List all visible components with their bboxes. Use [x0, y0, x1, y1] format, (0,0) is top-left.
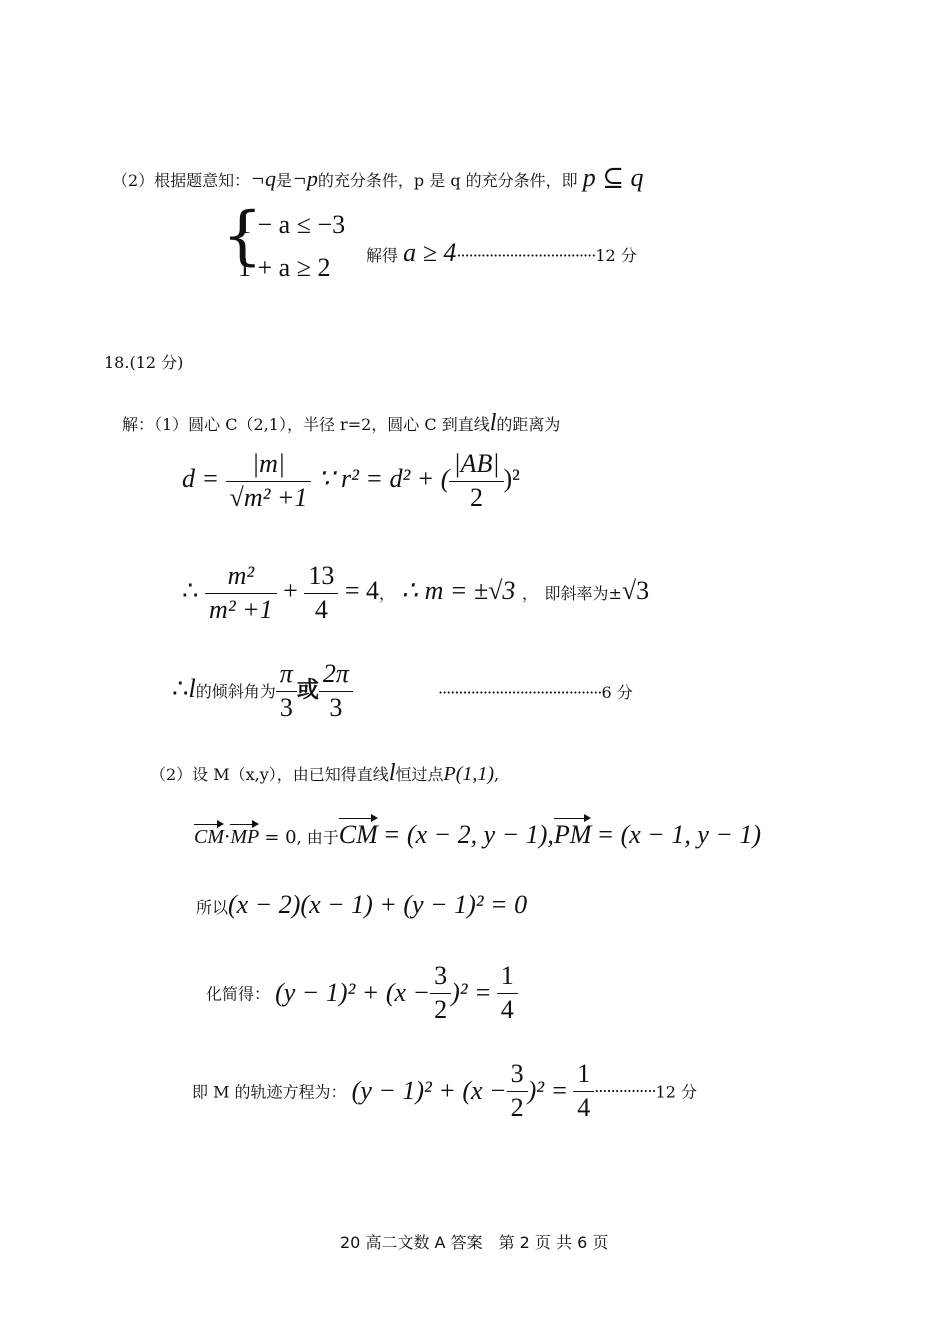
rhs-4: = 4 [344, 575, 380, 605]
dots-leader: ·································· [456, 246, 596, 265]
system-brace: { [222, 199, 263, 273]
traj-b: )² = [527, 1076, 569, 1105]
dots-12: ··············· [594, 1081, 656, 1101]
simplify-line [206, 960, 518, 1026]
eq-zero: = 0 [264, 827, 297, 848]
ab-den: 2 [469, 482, 483, 512]
square: )² [503, 463, 520, 493]
due-to: , 由于 [296, 828, 339, 847]
plus: + [283, 575, 298, 605]
vec-cm2: CM [338, 820, 378, 849]
angle2-den: 3 [329, 692, 343, 722]
simp-rnum: 1 [497, 960, 518, 994]
trajectory-line [192, 1058, 697, 1124]
vec-cm: CM [194, 826, 224, 848]
traj-rnum: 1 [573, 1058, 594, 1092]
traj-rden: 4 [577, 1092, 591, 1122]
line-l: l [489, 410, 497, 436]
because-expr: ∵ r² = d² + ( [317, 463, 450, 493]
ab-fraction [449, 448, 503, 514]
ab-num: |AB| [449, 448, 503, 482]
subset-expr: p ⊆ q [582, 163, 644, 192]
cm-value: = (x − 2, y − 1), [382, 820, 554, 849]
prev-mid: 的充分条件，p 是 q 的充分条件，即 [317, 171, 578, 190]
m-fraction [205, 560, 277, 626]
angle1-den: 3 [279, 692, 293, 722]
q18-heading: 18.(12 分) [104, 353, 184, 372]
not-q: ¬q [250, 166, 277, 191]
ineq-1: 1 − a ≤ −3 [238, 210, 346, 239]
dot-op: · [224, 824, 231, 848]
angle-l: l [188, 673, 196, 703]
den-4: 4 [314, 594, 328, 624]
d-num: |m| [226, 448, 312, 482]
traj-rfrac [573, 1058, 594, 1124]
m-num: m² [205, 560, 277, 594]
d-den: √m² +1 [229, 482, 308, 512]
vec-mp: MP [230, 826, 260, 848]
angle2-fraction [319, 658, 353, 724]
simp-b: )² = [451, 978, 492, 1007]
simp-rfrac [497, 960, 518, 1026]
angle-text: 的倾斜角为 [195, 681, 276, 701]
simplify-label: 化简得： [206, 984, 271, 1004]
score-12: 12 分 [655, 1082, 697, 1102]
slope-value: √3 [621, 575, 650, 605]
so-label: 所以 [196, 898, 229, 917]
p2-l: l [388, 760, 396, 786]
simp-rden: 4 [500, 994, 514, 1024]
p2-end: , [494, 765, 500, 784]
simp-frac [430, 960, 451, 1026]
traj-num: 3 [507, 1058, 528, 1092]
traj-den: 2 [510, 1092, 524, 1122]
m-equation [182, 560, 649, 626]
dots-6: ········································ [438, 683, 602, 702]
p2-intro [150, 760, 499, 787]
is-text: 是 [276, 171, 293, 190]
angle2-num: 2π [319, 658, 353, 692]
so-line [196, 890, 527, 920]
vector-line [194, 820, 761, 850]
p2-intro-text: （2）设 M（x,y），由已知得直线 [150, 765, 389, 784]
d-eq: d = [182, 463, 220, 493]
ineq-2: 1 + a ≥ 2 [238, 253, 331, 282]
solve-result: a ≥ 4 [403, 238, 457, 267]
prev-intro: （2）根据题意知： [112, 171, 251, 190]
score-label: 12 分 [595, 246, 637, 265]
traj-a: (y − 1)² + (x − [351, 1076, 507, 1105]
pm-value: = (x − 1, y − 1) [596, 820, 762, 849]
slope-text: 即斜率为± [544, 583, 622, 603]
angle-therefore: ∴ [172, 673, 189, 703]
simp-a: (y − 1)² + (x − [275, 978, 431, 1007]
page-footer: 20 高二文数 A 答案 第 2 页 共 6 页 [340, 1233, 609, 1252]
simp-den: 2 [434, 994, 448, 1024]
m-result: ∴ m = ±√3 [401, 575, 516, 605]
num-13: 13 [304, 560, 338, 594]
solve-line [366, 238, 637, 268]
solve-label: 解得 [366, 246, 399, 265]
so-equation: (x − 2)(x − 1) + (y − 1)² = 0 [228, 890, 528, 919]
traj-frac [507, 1058, 528, 1124]
angle1-num: π [276, 658, 297, 692]
score6-line [438, 680, 633, 703]
m-den: m² +1 [209, 594, 273, 624]
comma-2: ， [521, 583, 538, 603]
q18-intro [122, 410, 560, 437]
comma-1: ， [379, 583, 396, 603]
intro-text: 解：（1）圆心 C（2,1），半径 r=2，圆心 C 到直线 [122, 415, 490, 434]
score-6: 6 分 [601, 683, 633, 702]
p2-point: P(1,1) [443, 763, 495, 785]
traj-label: 即 M 的轨迹方程为： [192, 1082, 347, 1102]
d-equation [182, 448, 520, 514]
or-text: 或 [296, 677, 319, 703]
prev-part2-line [112, 163, 644, 193]
d-fraction [226, 448, 312, 514]
therefore: ∴ [182, 575, 199, 605]
p2-mid: 恒过点 [395, 765, 444, 784]
angle-line [172, 658, 353, 724]
vec-pm: PM [553, 820, 592, 849]
intro-end: 的距离为 [496, 415, 561, 434]
simp-num: 3 [430, 960, 451, 994]
angle1-fraction [276, 658, 297, 724]
not-p: ¬p [292, 166, 318, 191]
frac-13-4 [304, 560, 338, 626]
